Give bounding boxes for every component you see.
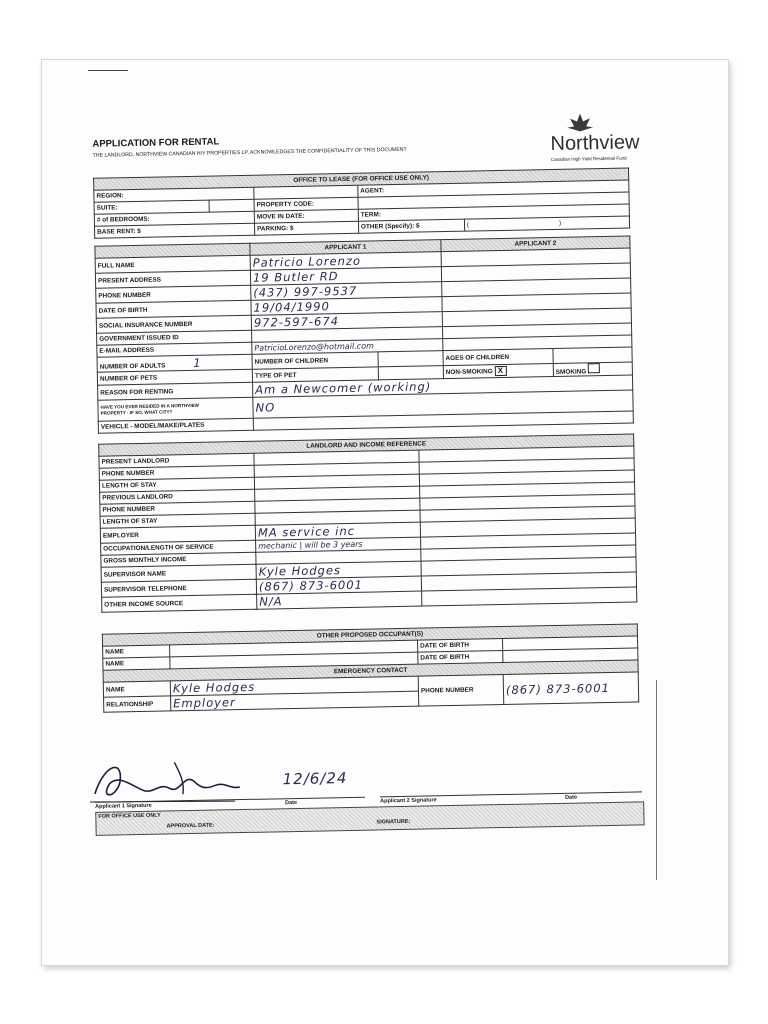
sin-label: SOCIAL INSURANCE NUMBER — [96, 315, 251, 333]
num-adults-label: NUMBER OF ADULTS 1 — [97, 354, 252, 372]
applicant2-signature-label: Applicant 2 Signature — [380, 797, 437, 805]
brand-tagline: Canadian High Yield Residential Fund — [550, 155, 627, 163]
signature-area — [94, 741, 656, 862]
gross-income-label: GROSS MONTHLY INCOME — [101, 552, 256, 567]
office-use-label: FOR OFFICE USE ONLY — [98, 812, 161, 820]
landlord-section — [98, 433, 637, 612]
brand-name: Northview — [550, 131, 640, 156]
signature-date-value: 12/6/24 — [282, 769, 348, 789]
move-in-label: MOVE IN DATE: — [254, 209, 358, 223]
applicant2-heading: APPLICANT 2 — [441, 236, 630, 252]
email-label: E-MAIL ADDRESS — [97, 342, 252, 357]
emergency-phone-value: (867) 873-6001 — [503, 672, 639, 705]
full-name-value: Patricio Lorenzo — [250, 252, 441, 271]
ages-children-label: AGES OF CHILDREN — [443, 349, 553, 366]
base-rent-label: BASE RENT: $ — [95, 223, 255, 238]
other-label: OTHER (Specify): $ — [358, 219, 464, 233]
northview-leaf-icon — [566, 112, 594, 133]
parking-label: PARKING: $ — [254, 221, 358, 235]
date-label-1: Date — [285, 799, 298, 807]
emergency-phone-label: PHONE NUMBER — [418, 675, 504, 707]
relationship-value: Employer — [171, 691, 419, 711]
occupants-heading: OTHER PROPOSED OCCUPANT(S) — [102, 624, 637, 646]
date-label-2: Date — [565, 794, 578, 801]
supervisor-phone-label: SUPERVISOR TELEPHONE — [101, 579, 256, 597]
type-pet-label: TYPE OF PET — [252, 367, 378, 382]
employer-label: EMPLOYER — [100, 525, 255, 543]
applicant1-signature-label: Applicant 1 Signature — [95, 802, 152, 810]
non-smoking-label: NON-SMOKING X — [443, 364, 553, 379]
prev-landlord-phone-label: PHONE NUMBER — [100, 501, 255, 516]
sin-value: 972-597-674 — [251, 312, 442, 331]
applicant-section — [94, 235, 634, 433]
reason-value: Am a Newcomer (working) — [253, 375, 633, 397]
occupant2-name-label: NAME — [103, 657, 170, 670]
vehicle-label: VEHICLE - MODEL/MAKE/PLATES — [98, 418, 253, 433]
phone-number-label: PHONE NUMBER — [96, 285, 251, 303]
supervisor-name-value: Kyle Hodges — [256, 561, 421, 579]
occupants-section — [102, 623, 639, 712]
non-smoking-checkbox[interactable]: X — [494, 366, 506, 376]
right-edge-line — [656, 680, 657, 880]
length-of-stay-label: LENGTH OF STAY — [99, 477, 254, 492]
date-of-birth-label: DATE OF BIRTH — [96, 300, 251, 318]
smoking-checkbox[interactable] — [588, 363, 600, 373]
smoking-label: SMOKING — [553, 362, 632, 377]
reason-label: REASON FOR RENTING — [98, 382, 253, 400]
occupant1-name-label: NAME — [103, 645, 170, 658]
signature-line-2 — [380, 791, 642, 797]
occupant1-dob-label: DATE OF BIRTH — [418, 639, 503, 653]
emergency-heading: EMERGENCY CONTACT — [103, 660, 638, 682]
occupant2-dob-label: DATE OF BIRTH — [418, 651, 503, 665]
full-name-label: FULL NAME — [95, 255, 250, 273]
occupation-label: OCCUPATION/LENGTH OF SERVICE — [101, 540, 256, 555]
office-section — [93, 168, 630, 239]
approval-date-label: APPROVAL DATE: — [166, 822, 215, 830]
emergency-name-label: NAME — [103, 681, 170, 697]
num-pets-label: NUMBER OF PETS — [97, 369, 252, 385]
other-income-value: N/A — [257, 591, 422, 609]
suite-label: SUITE: — [94, 200, 209, 214]
num-adults-value: 1 — [193, 355, 202, 370]
office-heading: OFFICE TO LEASE (FOR OFFICE USE ONLY) — [94, 168, 629, 190]
resided-label: HAVE YOU EVER RESIDED IN A NORTHVIEW PROPERTY - IF SO, WHAT CITY? — [98, 397, 253, 421]
region-label: REGION: — [94, 187, 254, 202]
gov-id-label: GOVERNMENT ISSUED ID — [97, 330, 252, 345]
signature-label: SIGNATURE: — [376, 818, 411, 826]
bedrooms-label: # of BEDROOMS: — [94, 211, 254, 226]
other-income-label: OTHER INCOME SOURCE — [102, 594, 257, 612]
relationship-label: RELATIONSHIP — [104, 696, 171, 712]
agent-label: AGENT: — [358, 180, 629, 197]
occupation-value: mechanic | will be 3 years — [256, 537, 421, 552]
previous-landlord-label: PREVIOUS LANDLORD — [100, 489, 255, 504]
employer-value: MA service inc — [255, 522, 420, 540]
term-label: TERM: — [358, 204, 629, 221]
paren-close: ) — [558, 219, 562, 227]
property-code-label: PROPERTY CODE: — [254, 197, 358, 211]
paren-open: ( — [466, 221, 469, 229]
supervisor-name-label: SUPERVISOR NAME — [101, 564, 256, 582]
date-of-birth-value: 19/04/1990 — [251, 297, 442, 316]
present-address-value: 19 Butler RD — [250, 267, 441, 286]
applicant1-heading: APPLICANT 1 — [250, 240, 441, 256]
email-value: PatricioLorenzo@hotmail.com — [252, 339, 443, 355]
corner-mark — [88, 70, 128, 71]
form-title: APPLICATION FOR RENTAL — [92, 136, 220, 150]
emergency-name-value: Kyle Hodges — [170, 676, 418, 696]
prev-length-of-stay-label: LENGTH OF STAY — [100, 513, 255, 528]
resided-value: NO — [253, 390, 633, 418]
landlord-phone-label: PHONE NUMBER — [99, 465, 254, 480]
phone-number-value: (437) 997-9537 — [251, 282, 442, 301]
num-children-label: NUMBER OF CHILDREN — [252, 352, 378, 369]
present-address-label: PRESENT ADDRESS — [95, 270, 250, 288]
landlord-heading: LANDLORD AND INCOME REFERENCE — [99, 434, 634, 456]
present-landlord-label: PRESENT LANDLORD — [99, 453, 254, 468]
form-subtitle: THE LANDLORD, NORTHVIEW CANADIAN HIY PROPERTIES LP, ACKNOWLEDGES THE CONFIDENTIALITY OF THIS DOCUMENT — [92, 146, 407, 159]
supervisor-phone-value: (867) 873-6001 — [256, 576, 421, 594]
